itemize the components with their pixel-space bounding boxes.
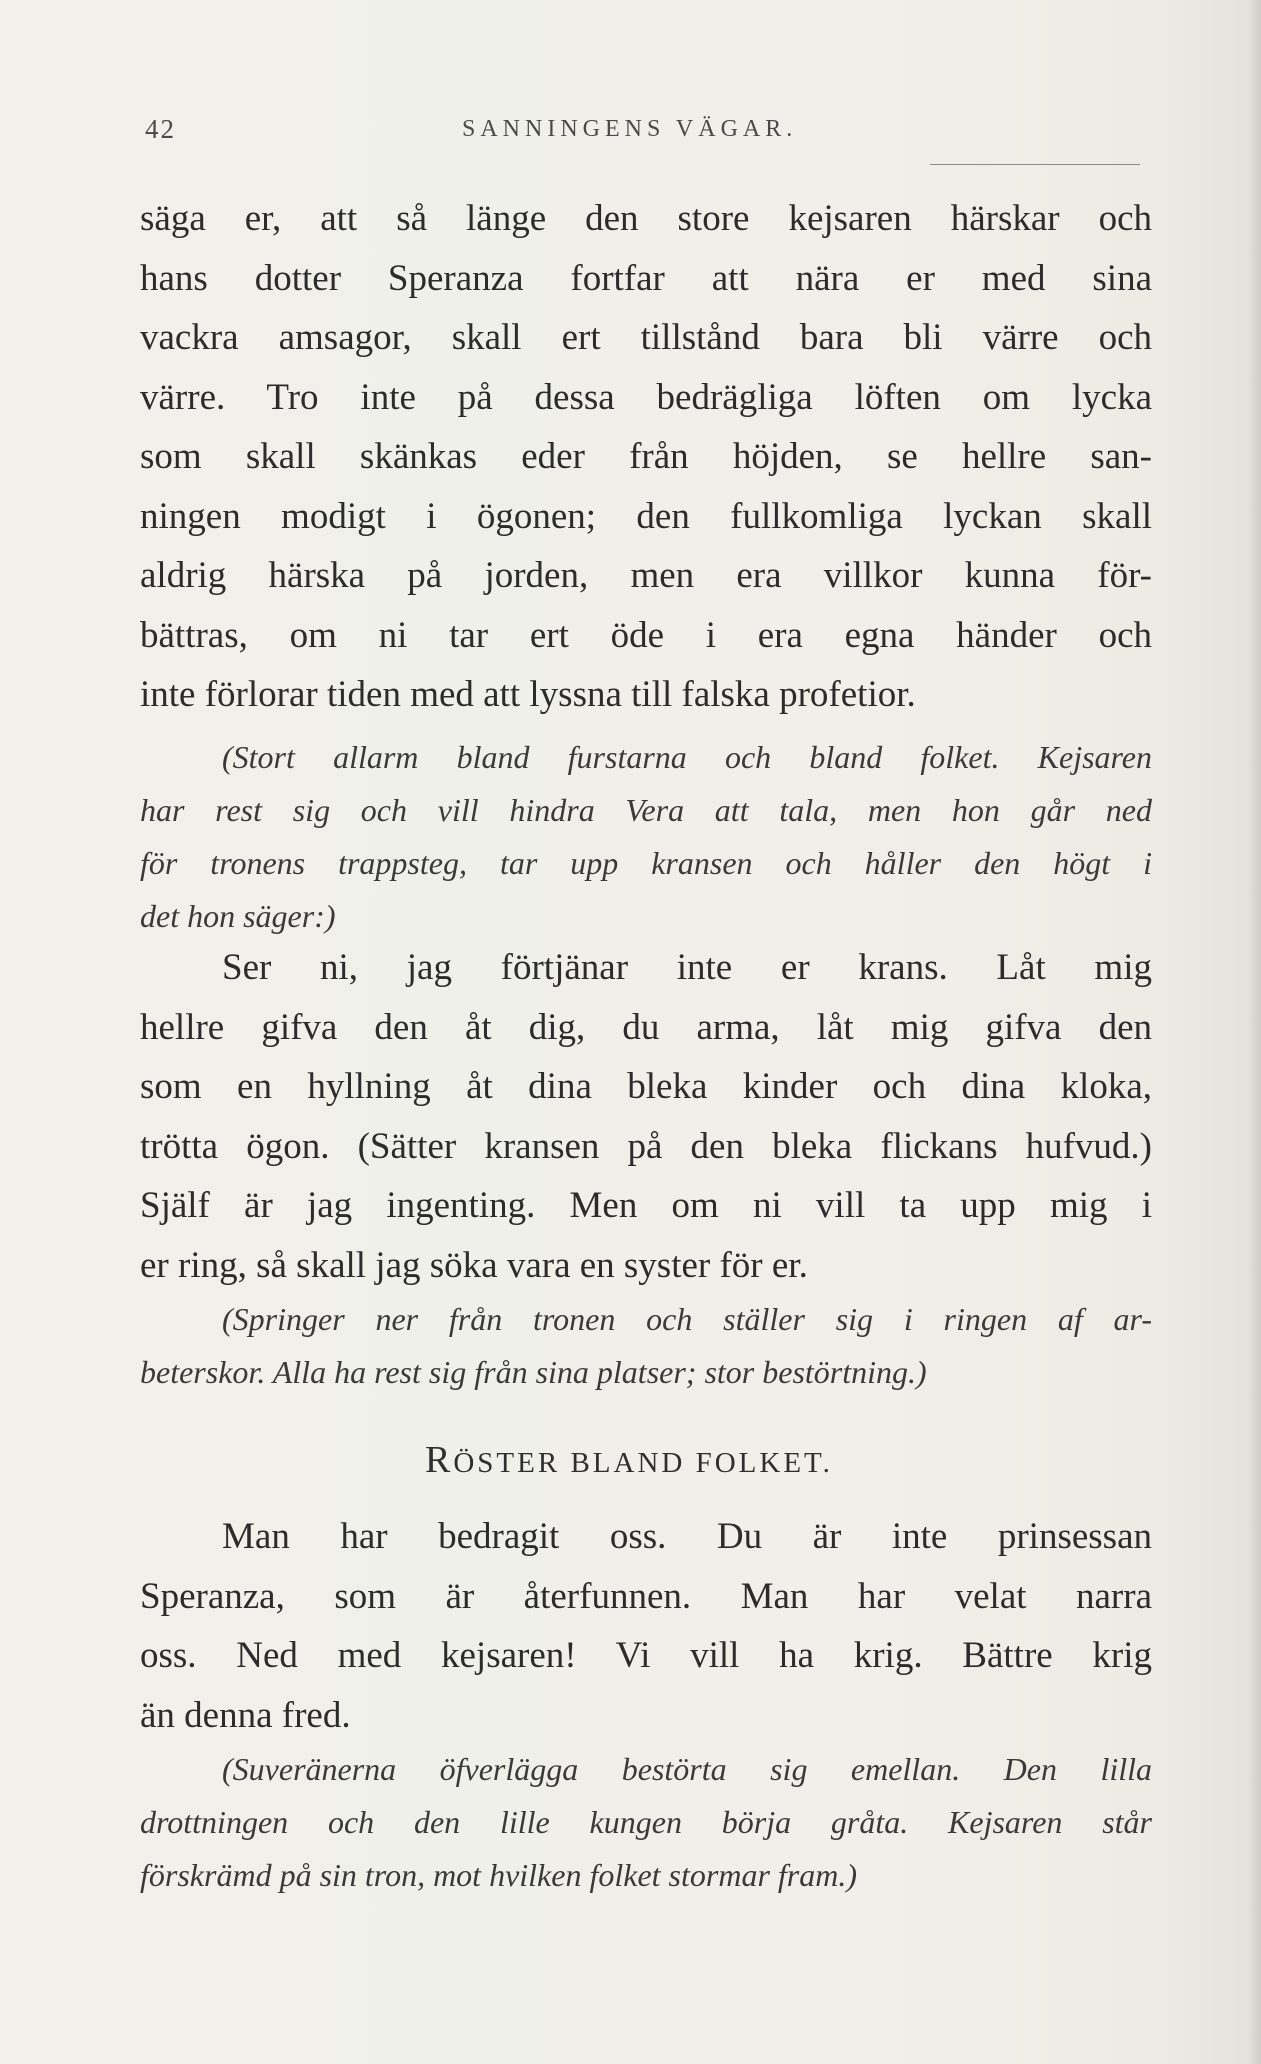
text-line: inte förlorar tiden med att lyssna till falska profetior. bbox=[140, 674, 916, 715]
speaker-initial: R bbox=[425, 1439, 454, 1481]
text-line: aldrig härska på jorden, men era villkor kunna för- bbox=[140, 555, 1152, 596]
page-number: 42 bbox=[145, 114, 176, 144]
text-line: er ring, så skall jag söka vara en syster för er. bbox=[140, 1244, 808, 1286]
text-line: som skall skänkas eder från höjden, se hellre san- bbox=[140, 436, 1152, 477]
text-line: värre. Tro inte på dessa bedrägliga löften om lycka bbox=[140, 376, 1152, 418]
text-line: Man har bedragit oss. Du är inte prinsessan bbox=[222, 1516, 1152, 1557]
text-line: som en hyllning åt dina bleka kinder och dina kloka, bbox=[140, 1066, 1152, 1107]
header-rule bbox=[930, 164, 1140, 165]
text-line: Speranza, som är återfunnen. Man har velat narra bbox=[140, 1575, 1152, 1617]
stage-line: (Springer ner från tronen och ställer sig i ringen af ar- bbox=[222, 1301, 1152, 1337]
page-edge-shadow bbox=[1247, 0, 1261, 2064]
stage-line: förskrämd på sin tron, mot hvilken folket stormar fram.) bbox=[140, 1857, 857, 1893]
text-line: Själf är jag ingenting. Men om ni vill ta upp mig i bbox=[140, 1185, 1152, 1226]
stage-line: för tronens trappsteg, tar upp kransen och håller den högt i bbox=[140, 845, 1152, 881]
speaker-rest: ÖSTER BLAND FOLKET. bbox=[453, 1447, 833, 1479]
text-line: än denna fred. bbox=[140, 1694, 351, 1736]
stage-line: det hon säger:) bbox=[140, 898, 336, 934]
text-line: bättras, om ni tar ert öde i era egna händer och bbox=[140, 614, 1152, 656]
stage-line: har rest sig och vill hindra Vera att tala, men hon går ned bbox=[140, 792, 1152, 828]
text-line: säga er, att så länge den store kejsaren härskar och bbox=[140, 198, 1152, 239]
text-line: Ser ni, jag förtjänar inte er krans. Låt mig bbox=[222, 947, 1152, 988]
text-line: ningen modigt i ögonen; den fullkomliga lyckan skall bbox=[140, 495, 1152, 537]
stage-line: (Suveränerna öfverlägga bestörta sig emellan. Den lilla bbox=[222, 1751, 1152, 1787]
paragraph-speech-2 bbox=[140, 938, 1152, 1295]
stage-direction-1 bbox=[140, 731, 1152, 943]
paragraph-speech-3 bbox=[140, 1507, 1152, 1745]
speaker-heading bbox=[140, 1430, 1152, 1490]
stage-line: (Stort allarm bland furstarna och bland folket. Kejsaren bbox=[222, 739, 1152, 775]
text-line: hans dotter Speranza fortfar att nära er med sina bbox=[140, 257, 1152, 299]
paragraph-speech-1 bbox=[140, 189, 1152, 725]
text-line: hellre gifva den åt dig, du arma, låt mig gifva den bbox=[140, 1006, 1152, 1048]
running-head: SANNINGENS VÄGAR. bbox=[462, 116, 798, 142]
speaker-name bbox=[140, 1430, 1152, 1490]
text-line: vackra amsagor, skall ert tillstånd bara bli värre och bbox=[140, 317, 1152, 358]
stage-line: beterskor. Alla ha rest sig från sina platser; stor bestörtning.) bbox=[140, 1354, 927, 1390]
stage-line: drottningen och den lille kungen börja gråta. Kejsaren står bbox=[140, 1804, 1152, 1840]
text-line: trötta ögon. (Sätter kransen på den bleka flickans hufvud.) bbox=[140, 1125, 1152, 1167]
stage-direction-3 bbox=[140, 1743, 1152, 1902]
stage-direction-2 bbox=[140, 1293, 1152, 1399]
text-line: oss. Ned med kejsaren! Vi vill ha krig. Bättre krig bbox=[140, 1635, 1152, 1676]
page-header bbox=[140, 114, 1140, 154]
